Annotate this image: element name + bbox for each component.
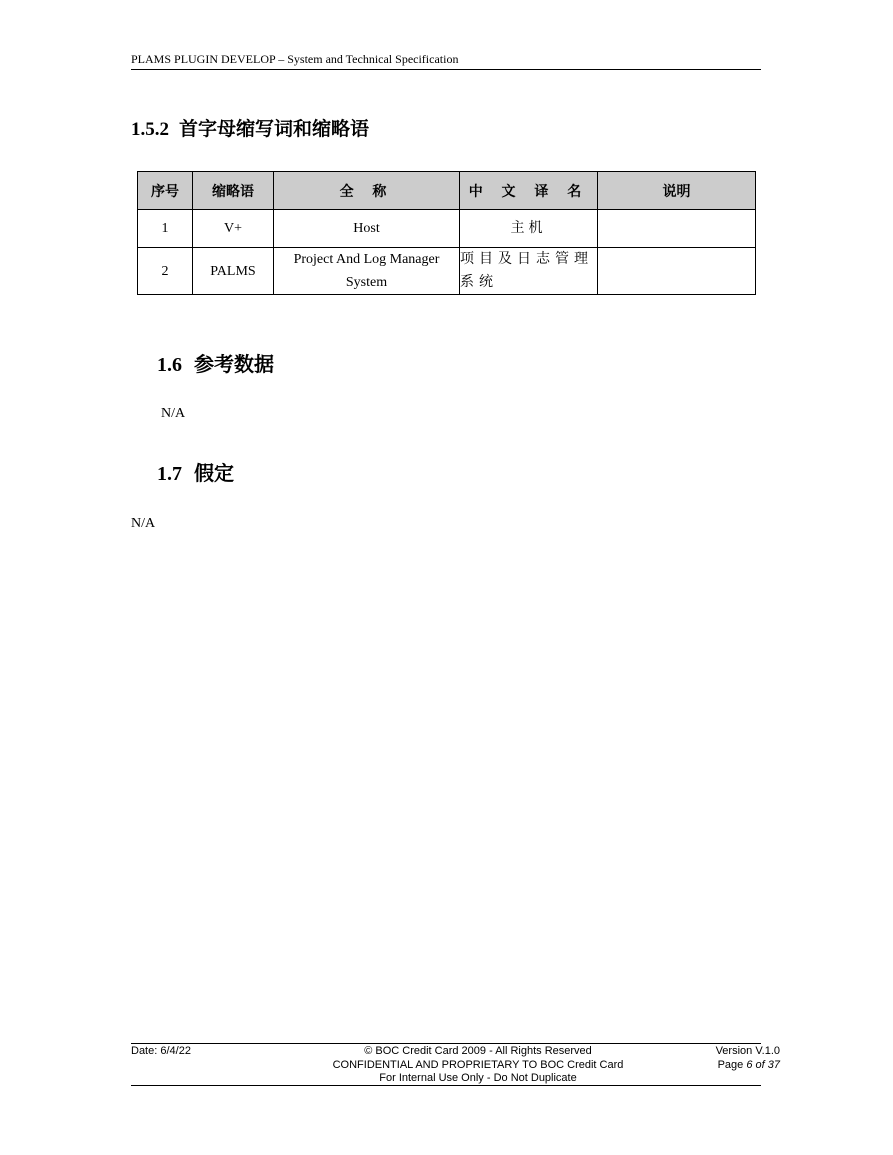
cell-full-name: Host (274, 210, 460, 248)
footer-divider-bottom (131, 1085, 761, 1086)
column-header-chinese-name: 中 文 译 名 (460, 172, 598, 210)
section-number: 1.6 (157, 354, 182, 376)
footer-version-block (690, 1045, 780, 1072)
cell-index: 1 (138, 210, 193, 248)
column-header-full-name: 全 称 (274, 172, 460, 210)
cell-chinese-name: 项目及日志管理系统 (460, 248, 598, 295)
abbreviations-table (137, 171, 756, 295)
cell-abbreviation: V+ (193, 210, 274, 248)
footer-page-number (690, 1059, 780, 1073)
cell-index: 2 (138, 248, 193, 295)
page-header-title: PLAMS PLUGIN DEVELOP – System and Technical Specification (131, 52, 459, 66)
section-number: 1.7 (157, 463, 182, 485)
header-divider (131, 69, 761, 70)
table-row (138, 210, 756, 248)
section-number: 1.5.2 (131, 119, 169, 140)
page-prefix: Page (717, 1058, 747, 1071)
footer-internal-use: For Internal Use Only - Do Not Duplicate (379, 1072, 577, 1084)
footer-version: Version V.1.0 (715, 1045, 780, 1057)
footer-divider-top (131, 1043, 761, 1044)
section-heading-1-5-2 (131, 114, 369, 141)
footer-legal (308, 1045, 648, 1086)
section-title: 假定 (194, 463, 234, 485)
cell-abbreviation: PALMS (193, 248, 274, 295)
section-1-6-body: N/A (161, 406, 186, 421)
cell-chinese-name: 主机 (460, 210, 598, 248)
table-row (138, 248, 756, 295)
footer-copyright: © BOC Credit Card 2009 - All Rights Reserved (364, 1045, 592, 1057)
section-heading-1-6 (157, 348, 274, 377)
table-header-row (138, 172, 756, 210)
page-current: 6 (746, 1058, 753, 1071)
section-title: 参考数据 (194, 354, 274, 376)
section-title: 首字母缩写词和缩略语 (179, 119, 370, 140)
section-heading-1-7 (157, 457, 234, 486)
cell-full-name: Project And Log Manager System (274, 248, 460, 295)
cell-notes (598, 248, 756, 295)
section-1-7-body: N/A (131, 516, 156, 531)
page-of: of (752, 1058, 768, 1071)
footer-confidential: CONFIDENTIAL AND PROPRIETARY TO BOC Credit Card (332, 1058, 624, 1071)
column-header-notes: 说明 (598, 172, 756, 210)
footer-date: Date: 6/4/22 (131, 1045, 191, 1057)
column-header-index: 序号 (138, 172, 193, 210)
column-header-abbreviation: 缩略语 (193, 172, 274, 210)
cell-notes (598, 210, 756, 248)
page-total: 37 (767, 1058, 780, 1071)
